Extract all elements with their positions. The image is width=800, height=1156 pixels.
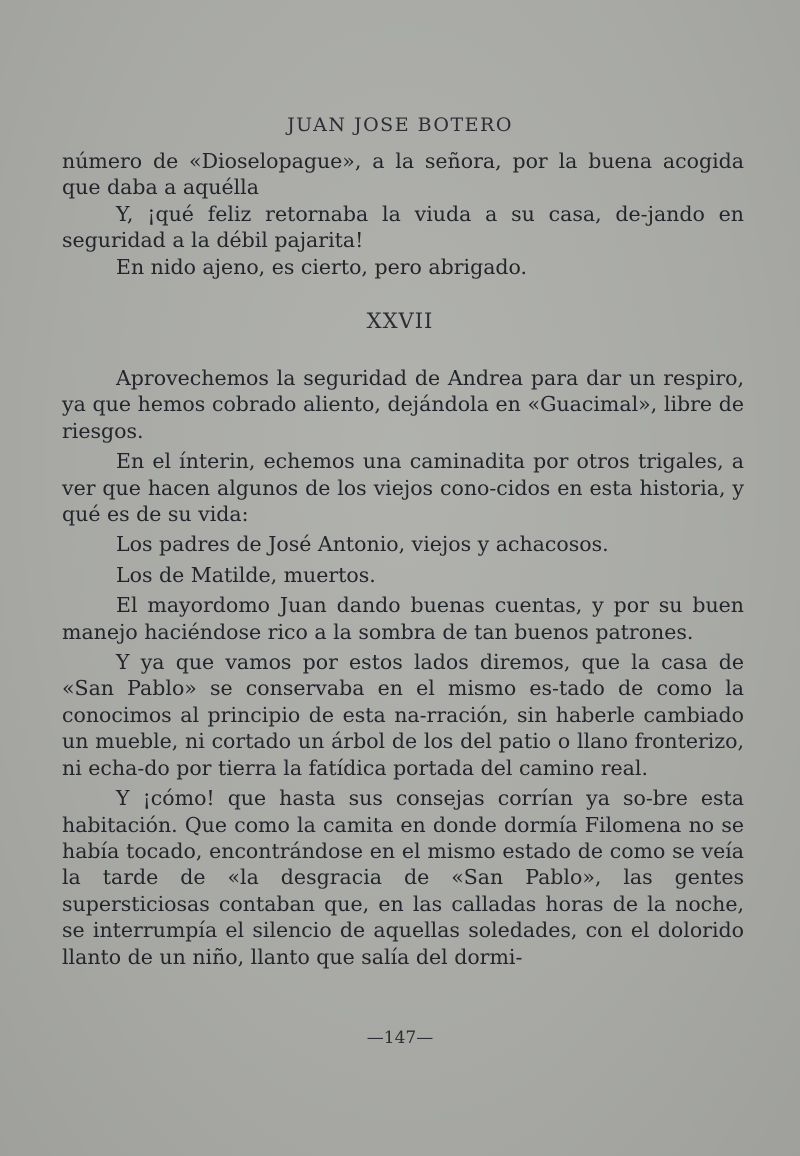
paragraph: En nido ajeno, es cierto, pero abrigado. bbox=[116, 254, 528, 279]
text-block-top bbox=[62, 148, 744, 280]
paragraph: En el ínterin, echemos una caminadita por otros trigales, a ver que hacen algunos de los viejos cono-cidos en esta historia, y qué es de su vida: bbox=[62, 449, 744, 527]
paragraph: Los padres de José Antonio, viejos y achacosos. bbox=[116, 532, 609, 557]
paragraph: Y ¡cómo! que hasta sus consejas corrían ya so-bre esta habitación. Que como la camita en donde dormía Filomena no se había tocado, encontrándose en el mismo estado de como se veía la tarde de «la desgracia de «San Pablo», las gentes supersticiosas contaban que, en las calladas horas de la noche, se interrumpía el silencio de aquellas soledades, con el dolorido llanto de un niño, llanto que salía del dormi- bbox=[62, 786, 744, 969]
running-header: JUAN JOSE BOTERO bbox=[287, 114, 513, 136]
paragraph: Y ya que vamos por estos lados diremos, que la casa de «San Pablo» se conservaba en el mismo es-tado de como la conocimos al principio de esta na-rración, sin haberle cambiado un mueble, ni cortado un árbol de los del patio o llano fronterizo, ni echa-do por tierra la fatídica portada del camino real. bbox=[62, 650, 744, 780]
paragraph: Y, ¡qué feliz retornaba la viuda a su casa, de-jando en seguridad a la débil pajarita! bbox=[62, 201, 744, 253]
paragraph: número de «Dioselopague», a la señora, por la buena acogida que daba a aquélla bbox=[62, 149, 744, 200]
paragraph: Aprovechemos la seguridad de Andrea para dar un respiro, ya que hemos cobrado aliento, dejándola en «Guacimal», libre de riesgos. bbox=[62, 366, 744, 443]
text-block-main bbox=[62, 365, 744, 970]
paragraph: El mayordomo Juan dando buenas cuentas, y por su buen manejo haciéndose rico a la sombra de tan buenos patrones. bbox=[62, 593, 744, 644]
chapter-heading: XXVII bbox=[366, 309, 434, 333]
page-number: —147— bbox=[366, 1028, 434, 1048]
paragraph: Los de Matilde, muertos. bbox=[116, 562, 376, 587]
